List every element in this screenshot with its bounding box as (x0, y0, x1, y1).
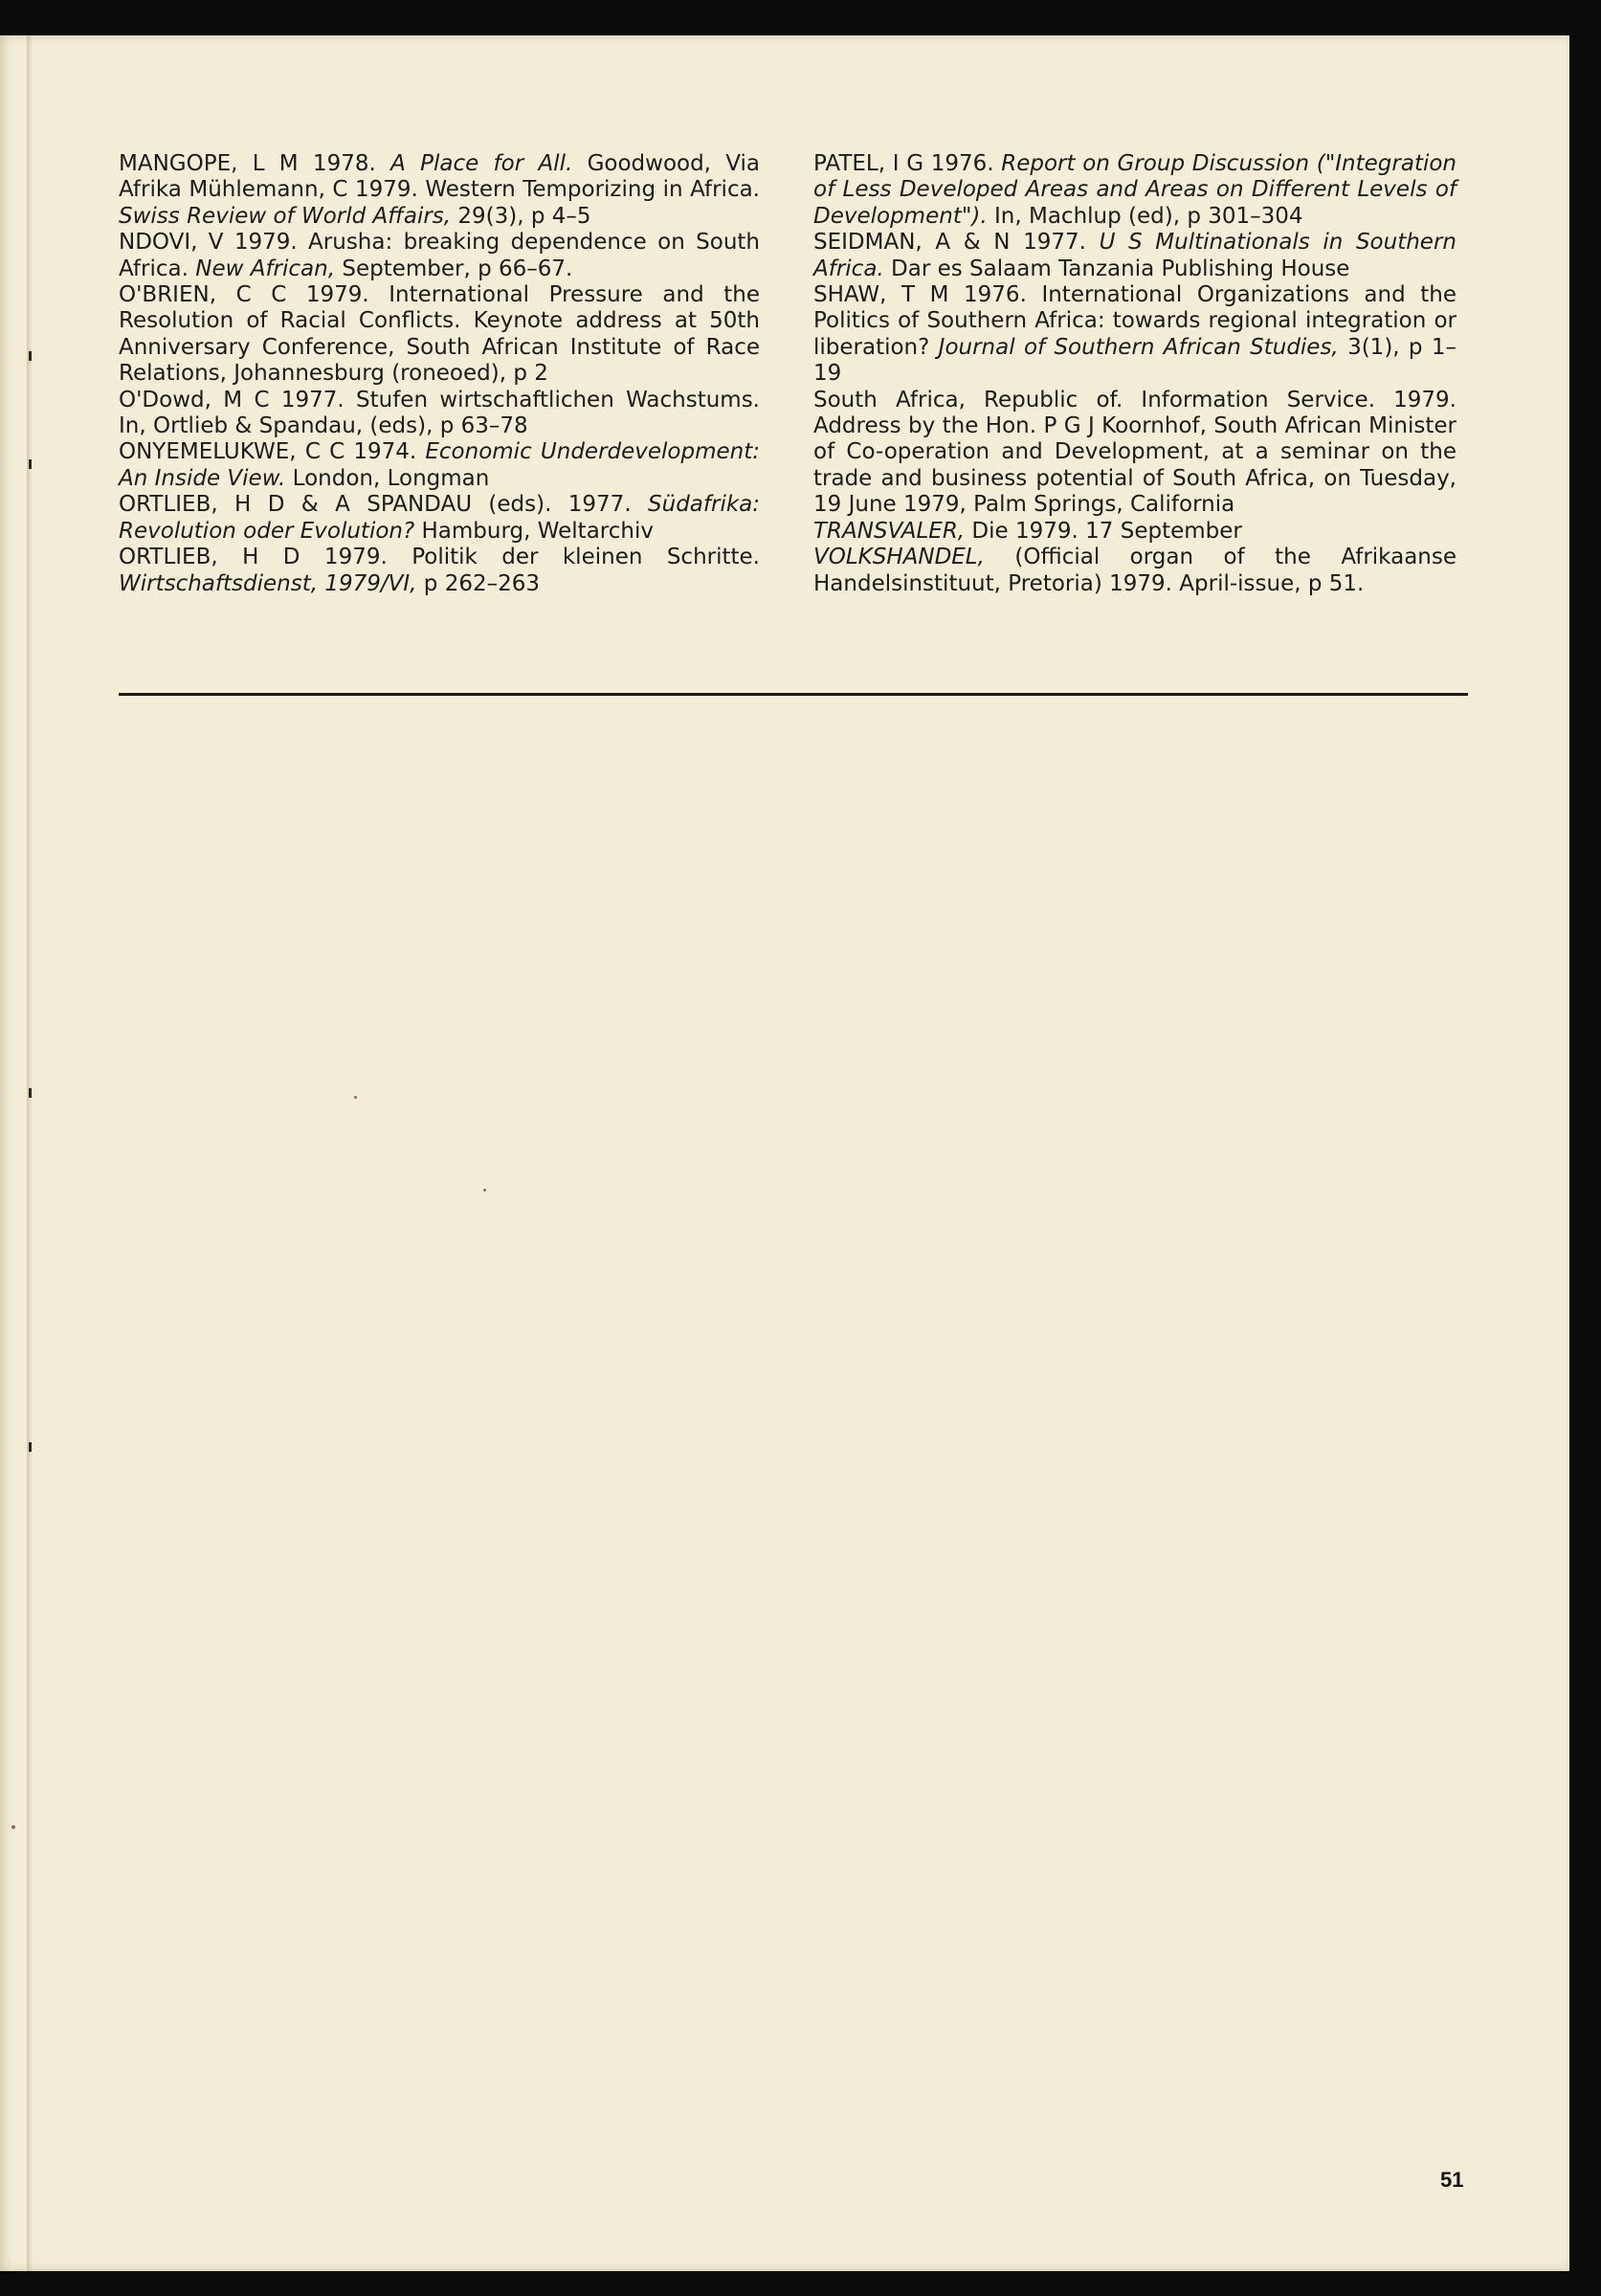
paper-speck (11, 1825, 15, 1829)
paper-speck (354, 1096, 357, 1099)
reference-text: September, p 66–67. (335, 256, 573, 281)
binding-mark (29, 351, 32, 361)
reference-text: Goodwood, Via Afrika Mühlemann, C 1979. Western Temporizing in Africa. (119, 151, 760, 203)
reference-text: 29(3), p 4–5 (451, 203, 591, 229)
reference-entry (119, 492, 760, 545)
reference-text: In, Machlup (ed), p 301–304 (987, 203, 1303, 229)
reference-entry (813, 230, 1456, 282)
reference-title: New African, (195, 256, 336, 281)
reference-text: ONYEMELUKWE, C C 1974. (119, 439, 426, 465)
references-right-column (813, 151, 1456, 597)
reference-entry (813, 519, 1456, 545)
reference-title: Wirtschaftsdienst, 1979/VI, (119, 570, 417, 596)
reference-entry (119, 230, 760, 282)
reference-title: VOLKSHANDEL, (813, 545, 985, 570)
reference-text: 3(1), p 1–19 (813, 334, 1456, 387)
reference-entry (813, 151, 1456, 230)
reference-text: SEIDMAN, A & N 1977. (813, 230, 1100, 256)
reference-entry (813, 545, 1456, 597)
reference-title: Economic Underdevelopment: An Inside View. (119, 439, 760, 491)
reference-title: Journal of Southern African Studies, (938, 334, 1339, 360)
page-spine-shadow (27, 35, 33, 2271)
reference-text: MANGOPE, L M 1978. (119, 151, 391, 176)
reference-entry (813, 282, 1456, 388)
reference-text: (Official organ of the Afrikaanse Handelsinstituut, Pretoria) 1979. April-issue, p 51. (813, 545, 1456, 596)
book-page (0, 35, 1569, 2271)
reference-title: Report on Group Discussion ("Integration of Less Developed Areas and Areas on Different Levels of Development"). (813, 151, 1457, 229)
reference-entry (119, 439, 760, 492)
reference-text: O'BRIEN, C C 1979. International Pressure and the Resolution of Racial Conflicts. Keynote address at 50th Anniversary Conference, South African Institute of Race Relations, Johannesburg (roneoed), p 2 (119, 282, 760, 387)
reference-entry (119, 545, 760, 597)
binding-mark (29, 459, 32, 469)
reference-text: SHAW, T M 1976. International Organizations and the Politics of Southern Africa: towards regional integration or liberation? (813, 282, 1456, 360)
reference-text: NDOVI, V 1979. Arusha: breaking dependence on South Africa. (119, 230, 760, 281)
reference-text: Die 1979. 17 September (965, 518, 1242, 544)
page-number: 51 (1440, 2168, 1464, 2192)
reference-text: PATEL, I G 1976. (813, 151, 1002, 176)
reference-title: TRANSVALER, (813, 518, 966, 544)
binding-mark (29, 1442, 32, 1452)
paper-speck (483, 1189, 486, 1192)
reference-text: ORTLIEB, H D 1979. Politik der kleinen Schritte. (119, 545, 760, 570)
reference-text: Dar es Salaam Tanzania Publishing House (883, 256, 1350, 281)
reference-entry (813, 388, 1456, 519)
section-divider-rule (119, 693, 1468, 696)
reference-title: Südafrika: Revolution oder Evolution? (119, 492, 760, 544)
reference-text: p 262–263 (416, 570, 540, 596)
reference-text: O'Dowd, M C 1977. Stufen wirtschaftlichen Wachstums. In, Ortlieb & Spandau, (eds), p 63–78 (119, 387, 760, 439)
reference-title: U S Multinationals in Southern Africa. (813, 230, 1456, 281)
reference-entry (119, 388, 760, 440)
binding-mark (29, 1088, 32, 1098)
references-left-column (119, 151, 760, 597)
reference-text: ORTLIEB, H D & A SPANDAU (eds). 1977. (119, 492, 649, 518)
reference-text: Hamburg, Weltarchiv (414, 518, 654, 544)
reference-entry (119, 282, 760, 388)
reference-title: Swiss Review of World Affairs, (119, 203, 452, 229)
reference-text: London, Longman (285, 465, 490, 491)
reference-title: A Place for All. (390, 151, 573, 176)
reference-entry (119, 151, 760, 230)
reference-text: South Africa, Republic of. Information Service. 1979. Address by the Hon. P G J Koornhof, South African Minister of Co-operation and Development, at a seminar on the trade and business potential of South Africa, on Tuesday, 19 June 1979, Palm Springs, California (813, 387, 1456, 518)
